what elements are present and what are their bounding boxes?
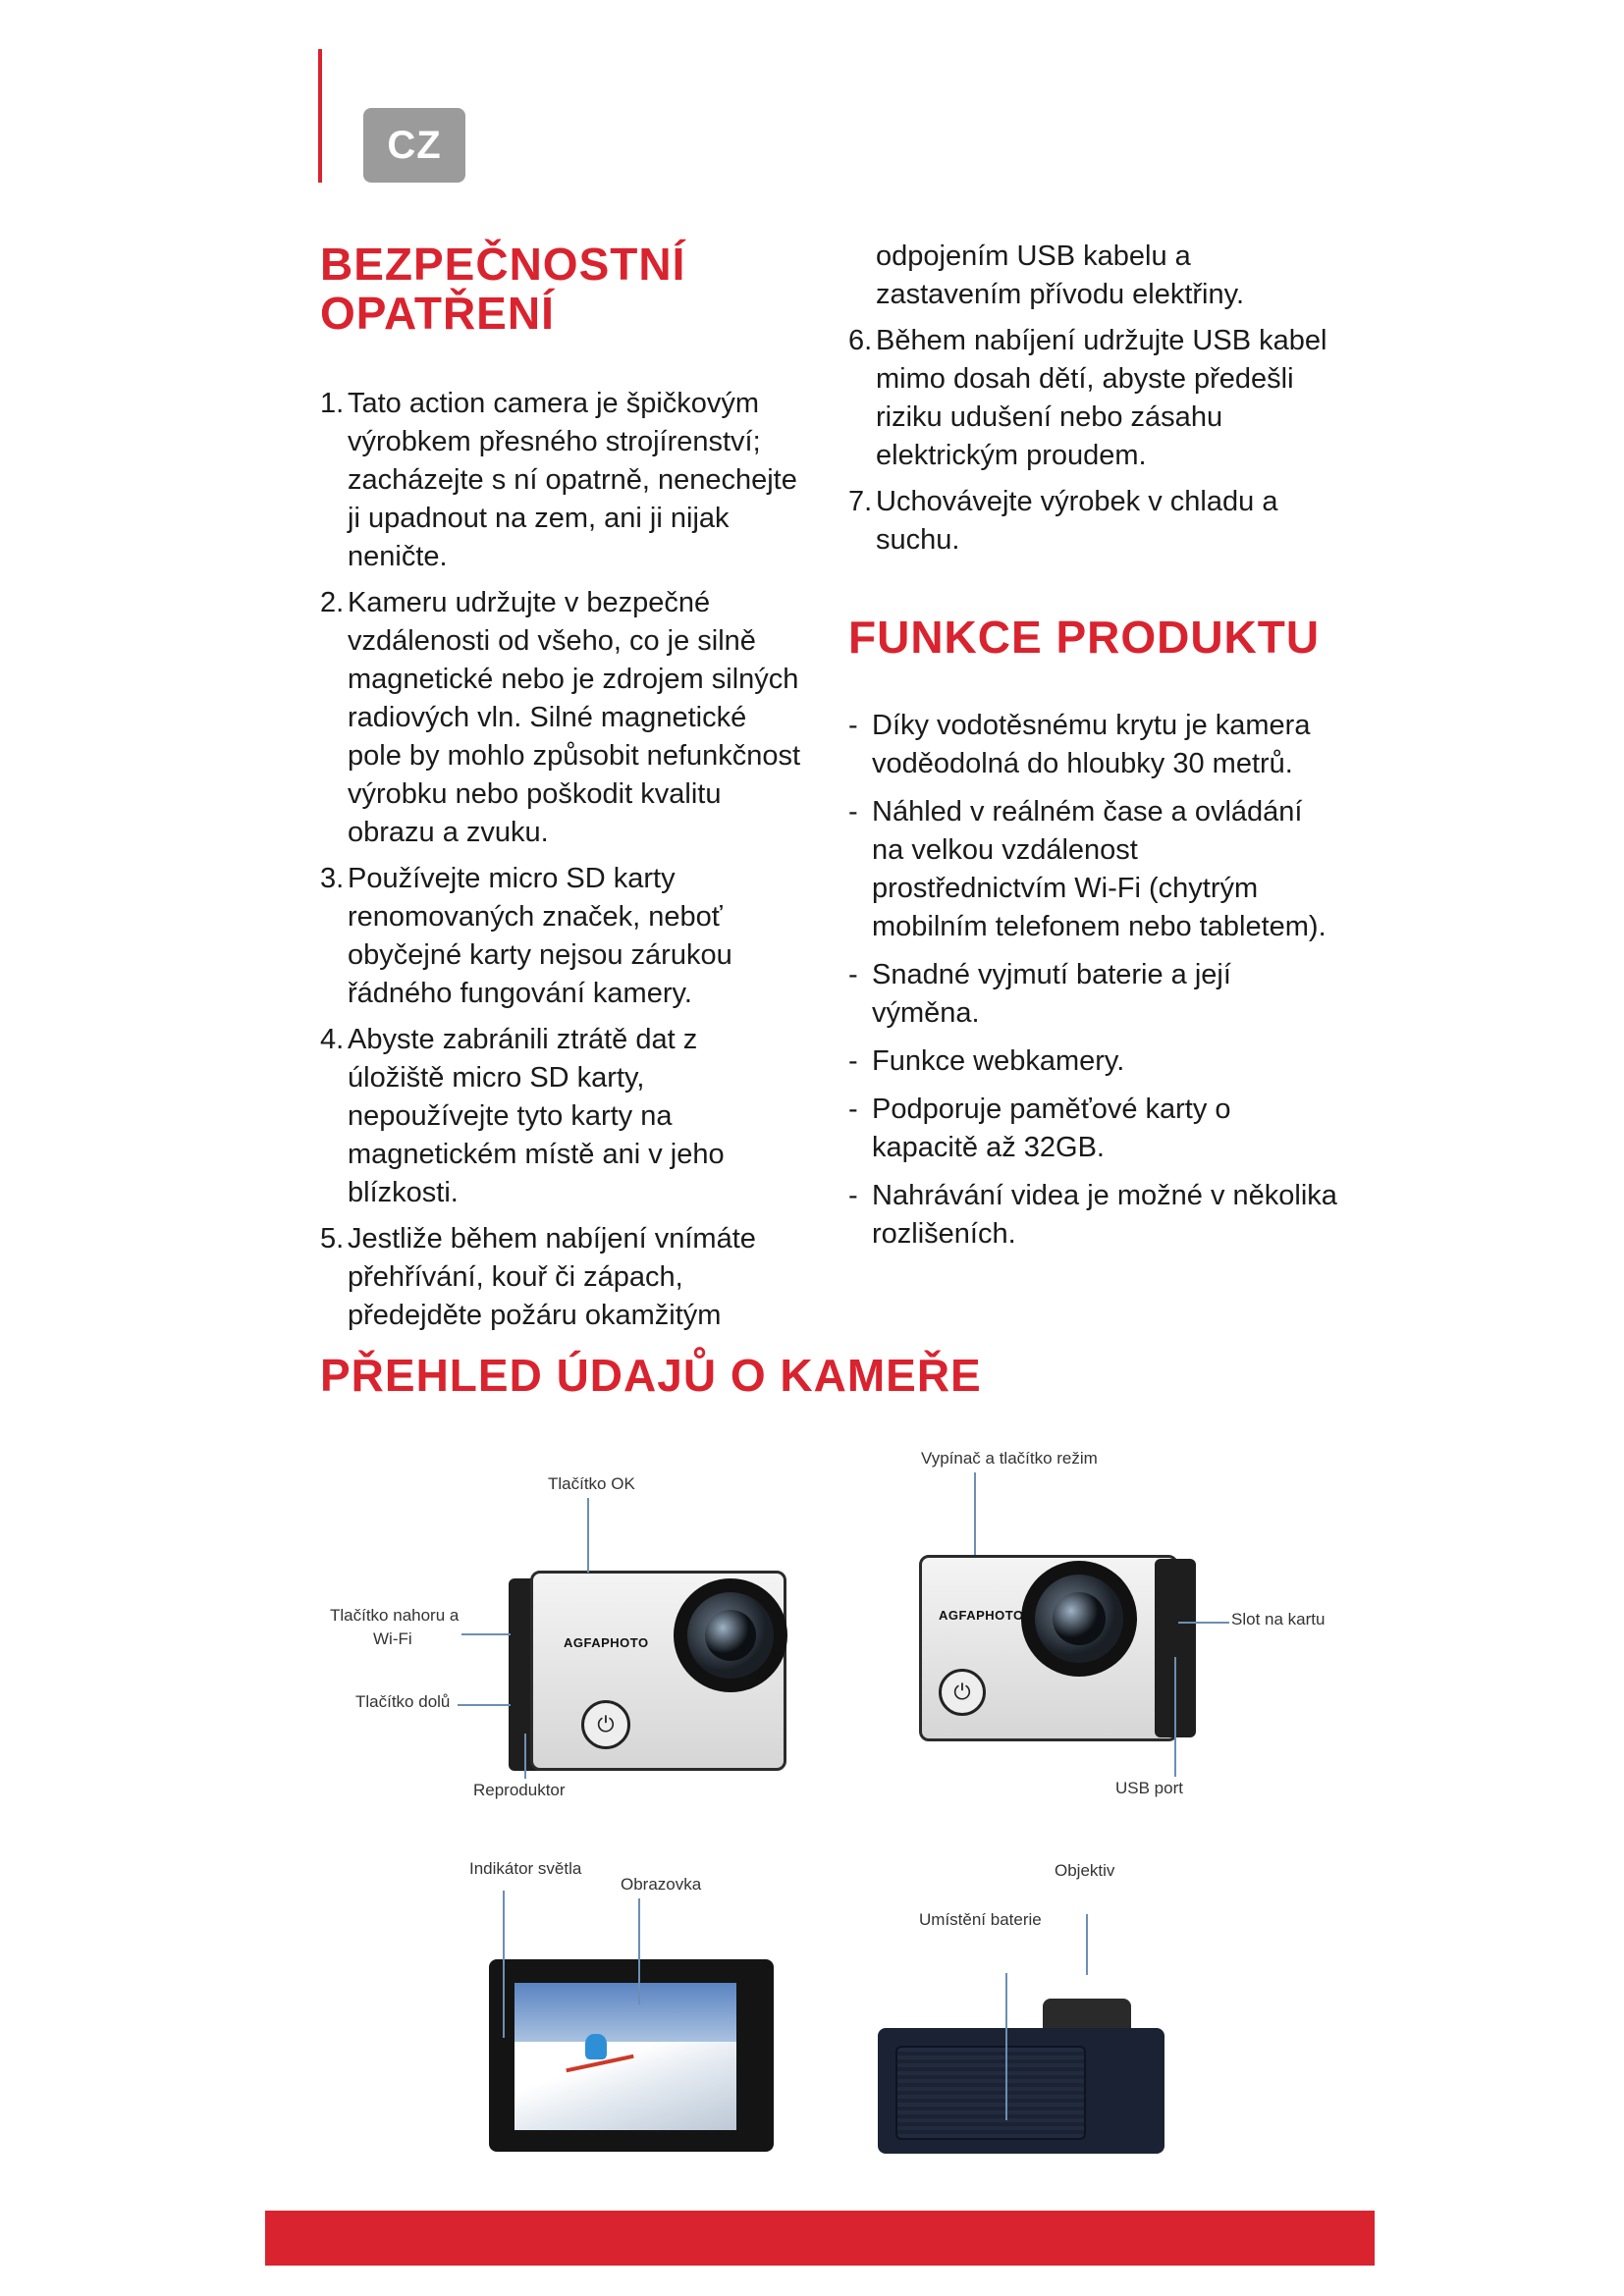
list-item-text: Používejte micro SD karty renomovaných značek, neboť obyčejné karty nejsou zárukou řádného fungování kamery. [348,863,732,1009]
leader-line [1086,1914,1088,1975]
label-down-button: Tlačítko dolů [355,1692,451,1711]
leader-line [1005,1973,1007,2120]
list-item-continuation: odpojením USB kabelu a zastavením přívodu elektřiny. [876,240,1245,310]
language-badge: CZ [363,108,465,183]
label-up-wifi-line2: Wi-Fi [373,1629,412,1648]
list-item [848,483,1329,560]
leader-line [638,1898,640,2004]
header-accent-rule [318,49,322,183]
list-item [320,584,801,852]
list-item-text: Během nabíjení udržujte USB kabel mimo dosah dětí, abyste předešli riziku udušení nebo zásahu elektrickým proudem. [876,325,1327,471]
brand-logo: AGFAPHOTO [564,1635,649,1650]
leader-line [461,1633,511,1635]
leader-line [503,1891,505,2038]
leader-line [974,1472,976,1555]
footer-bar [265,2211,1375,2266]
label-speaker: Reproduktor [473,1781,566,1799]
list-item-text: Jestliže během nabíjení vnímáte přehřívání, kouř či zápach, předejděte požáru okamžitým [348,1223,756,1331]
list-item: - Funkce webkamery. [848,1042,1339,1081]
label-ok-button: Tlačítko OK [548,1474,635,1493]
leader-line [587,1498,589,1573]
list-item-number: 3. [320,863,345,894]
list-item-text: Kameru udržujte v bezpečné vzdálenosti od všeho, co je silně magnetické nebo je zdrojem silných radiových vln. Silné magnetické pole by mohlo způsobit nefunkčnost výrobku nebo poškodit kvalitu obrazu a zvuku. [348,587,801,848]
power-icon: ⏻ [581,1700,630,1749]
safety-title-line2: OPATŘENÍ [320,288,555,339]
overview-title: PŘEHLED ÚDAJŮ O KAMEŘE [320,1350,982,1401]
label-up-wifi-line1: Tlačítko nahoru a [330,1606,460,1625]
features-list [848,707,1339,1263]
battery-door [895,2046,1086,2140]
safety-list-right [848,238,1329,567]
lens-bump [1043,1999,1131,2032]
battery-compartment [878,2028,1164,2154]
list-item [320,385,801,576]
list-item [848,322,1329,475]
list-item: - Náhled v reálném čase a ovládání na velkou vzdálenost prostřednictvím Wi-Fi (chytrým mobilním telefonem nebo tabletem). [848,793,1339,946]
list-item: - Podporuje paměťové karty o kapacitě až 32GB. [848,1091,1339,1167]
list-item: - Díky vodotěsnému krytu je kamera voděodolná do hloubky 30 metrů. [848,707,1339,783]
safety-section [320,240,831,338]
list-item-number: 6. [848,325,873,356]
label-usb-port: USB port [1115,1779,1183,1797]
brand-logo: AGFAPHOTO [939,1608,1024,1623]
label-battery: Umístění baterie [919,1910,1042,1929]
list-item: - Nahrávání videa je možné v několika rozlišeních. [848,1177,1339,1254]
list-item [320,860,801,1013]
lens-glass [1053,1592,1106,1645]
power-icon: ⏻ [939,1669,986,1716]
camera-screen [514,1983,736,2130]
safety-list-left [320,385,801,1343]
list-item: - Snadné vyjmutí baterie a její výměna. [848,956,1339,1033]
label-card-slot: Slot na kartu [1231,1610,1326,1629]
list-item-number: 4. [320,1024,345,1055]
label-lens: Objektiv [1055,1861,1115,1880]
list-item-number: 1. [320,388,345,419]
list-item [320,1021,801,1212]
skier-figure [585,2034,607,2059]
list-item-text: Abyste zabránili ztrátě dat z úložiště micro SD karty, nepoužívejte tyto karty na magnetickém místě ani v jeho blízkosti. [348,1024,725,1208]
safety-title [320,240,831,338]
label-light-indicator: Indikátor světla [469,1859,582,1878]
leader-line [1178,1622,1229,1624]
list-item-text: Uchovávejte výrobek v chladu a suchu. [876,486,1278,556]
leader-line [458,1704,511,1706]
list-item-text: Tato action camera je špičkovým výrobkem přesného strojírenství; zacházejte s ní opatrně, nenechejte ji upadnout na zem, ani ji nijak neničte. [348,388,797,572]
list-item [320,1220,801,1335]
safety-title-line1: BEZPEČNOSTNÍ [320,239,686,290]
label-power-mode: Vypínač a tlačítko režim [921,1449,1098,1468]
features-title: FUNKCE PRODUKTU [848,612,1321,663]
lens-glass [705,1610,756,1661]
leader-line [524,1734,526,1779]
list-item-number: 5. [320,1223,345,1255]
list-item-number: 2. [320,587,345,618]
list-item-number: 7. [848,486,873,517]
leader-line [1174,1657,1176,1777]
label-screen: Obrazovka [621,1875,702,1894]
